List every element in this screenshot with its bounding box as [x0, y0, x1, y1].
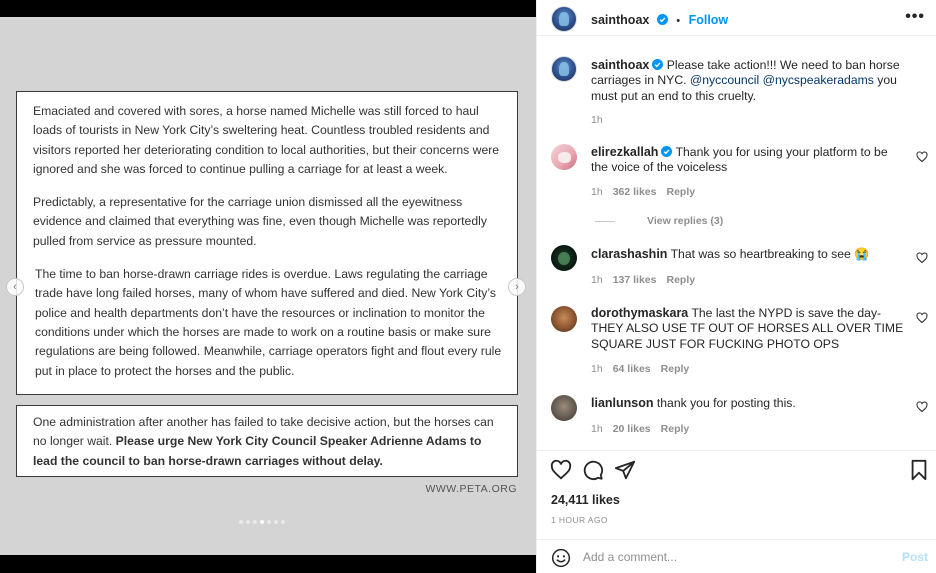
chevron-right-icon: ›	[515, 281, 519, 293]
comment-time: 1h	[591, 363, 603, 375]
reply-button[interactable]: Reply	[666, 274, 696, 286]
commenter-avatar[interactable]	[551, 245, 577, 271]
comment-text: The last the NYPD is save the day- THEY ALSO USE TF OUT OF HORSES ALL OVER TIME SQUARE JUST FOR FUCKING PHOTO OPS	[591, 306, 904, 351]
comment-text: thank you for posting this.	[656, 396, 796, 410]
carousel-dot	[239, 520, 243, 524]
comment-meta	[591, 363, 689, 375]
comment-item	[591, 396, 907, 411]
like-comment-heart-icon[interactable]	[916, 401, 928, 413]
reply-button[interactable]: Reply	[660, 423, 690, 435]
comment-likes[interactable]: 362 likes	[612, 186, 657, 198]
comment-likes[interactable]: 20 likes	[612, 423, 651, 435]
carousel-dot	[274, 520, 278, 524]
view-replies-button[interactable]	[595, 215, 723, 227]
card-paragraph-1: Emaciated and covered with sores, a horse named Michelle was still forced to haul loads of tourists in New York City’s sweltering heat. Countless troubled residents and visitors reported her deteriorating condition to local authorities, but their concerns were ignored and she was forced to continue pulling a carriage for at least a week.	[33, 104, 500, 176]
post-caption	[591, 58, 921, 104]
share-paper-plane-icon[interactable]	[614, 459, 636, 481]
smiley-icon[interactable]	[551, 548, 571, 568]
caption-username[interactable]: sainthoax	[591, 58, 650, 72]
like-comment-heart-icon[interactable]	[916, 312, 928, 324]
mention-nyccouncil[interactable]: @nyccouncil	[689, 73, 760, 88]
view-replies-label: View replies (3)	[647, 215, 724, 227]
chevron-left-icon: ‹	[13, 281, 17, 293]
post-comment-button[interactable]: Post	[901, 550, 928, 564]
add-comment-bar	[537, 539, 936, 573]
reply-button[interactable]: Reply	[666, 186, 696, 198]
comment-text: That was so heartbreaking to see 😭	[670, 247, 870, 261]
caption-text: Please take action!!! We need to ban horse carriages in NYC.	[591, 58, 900, 88]
header-separator: •	[676, 15, 681, 27]
like-heart-icon[interactable]	[550, 459, 572, 481]
caption-avatar[interactable]	[551, 56, 577, 82]
post-likes-count[interactable]: 24,411 likes	[551, 493, 620, 507]
verified-badge-icon	[657, 14, 668, 25]
author-avatar[interactable]	[551, 6, 577, 32]
comment-item	[591, 145, 907, 176]
comment-meta	[591, 186, 695, 198]
comment-username[interactable]: clarashashin	[591, 247, 668, 261]
carousel-dot	[253, 520, 257, 524]
post-actions	[537, 450, 936, 570]
post-header	[537, 0, 936, 36]
cta-bold-text: Please urge New York City Council Speaker Adrienne Adams to lead the council to ban horse-drawn carriages without delay.	[33, 434, 482, 468]
comment-meta	[591, 274, 695, 286]
comment-item	[591, 247, 907, 262]
follow-button[interactable]: Follow	[688, 13, 729, 27]
comment-username[interactable]: dorothymaskara	[591, 306, 689, 320]
verified-badge-icon	[652, 59, 663, 70]
comment-text: Thank you for using your platform to be the voice of the voiceless	[591, 145, 888, 175]
commenter-avatar[interactable]	[551, 395, 577, 421]
carousel-dots	[239, 520, 285, 524]
comment-likes[interactable]: 137 likes	[612, 274, 657, 286]
comment-item	[591, 306, 911, 352]
comment-meta	[591, 423, 689, 435]
post-side-panel	[536, 0, 936, 573]
card-paragraph-2: Predictably, a representative for the carriage union dismissed all the eyewitness evidence and claimed that everything was fine, even though Michelle was reportedly pulled from service as pressure mounted.	[33, 195, 487, 248]
commenter-avatar[interactable]	[551, 144, 577, 170]
verified-badge-icon	[661, 146, 672, 157]
carousel-dot	[260, 520, 264, 524]
carousel-dot	[281, 520, 285, 524]
cta-text: One administration after another has failed to take decisive action, but the horses can no longer wait.	[33, 415, 494, 449]
comment-username[interactable]: lianlunson	[591, 396, 654, 410]
comment-bubble-icon[interactable]	[582, 459, 604, 481]
source-url: WWW.PETA.ORG	[425, 483, 517, 495]
like-comment-heart-icon[interactable]	[916, 151, 928, 163]
carousel-prev-button[interactable]	[6, 278, 24, 296]
comment-time: 1h	[591, 423, 603, 435]
add-comment-input[interactable]	[583, 548, 883, 566]
comment-username[interactable]: elirezkallah	[591, 145, 659, 159]
card-paragraph-3: The time to ban horse-drawn carriage rides is overdue. Laws regulating the carriage trade have long failed horses, many of whom have suffered and died. New York City’s police and health departments don’t have the resources or inclination to monitor the conditions under which the horses are made to work on a routine basis or make sure regulations are being followed. Meanwhile, carriage operators fight and flout every rule put in place to protect the horses and the public.	[35, 267, 502, 378]
carousel-next-button[interactable]	[508, 278, 526, 296]
author-username[interactable]: sainthoax	[591, 13, 650, 27]
save-bookmark-icon[interactable]	[908, 459, 930, 481]
reply-button[interactable]: Reply	[660, 363, 690, 375]
view-replies-line	[595, 221, 615, 222]
post-timestamp: 1 HOUR AGO	[551, 515, 608, 525]
comment-time: 1h	[591, 186, 603, 198]
commenter-avatar[interactable]	[551, 306, 577, 332]
mention-nycspeakeradams[interactable]: @nycspeakeradams	[762, 73, 874, 88]
carousel-slide	[0, 17, 536, 555]
comment-likes[interactable]: 64 likes	[612, 363, 651, 375]
caption-time: 1h	[591, 114, 603, 126]
text-card-call-to-action	[16, 405, 518, 477]
more-options-icon[interactable]: •••	[905, 8, 925, 25]
carousel-dot	[267, 520, 271, 524]
like-comment-heart-icon[interactable]	[916, 252, 928, 264]
text-card-main	[16, 91, 518, 395]
caption-text-end: you must put an end to this cruelty.	[591, 73, 897, 103]
comment-time: 1h	[591, 274, 603, 286]
carousel-dot	[246, 520, 250, 524]
